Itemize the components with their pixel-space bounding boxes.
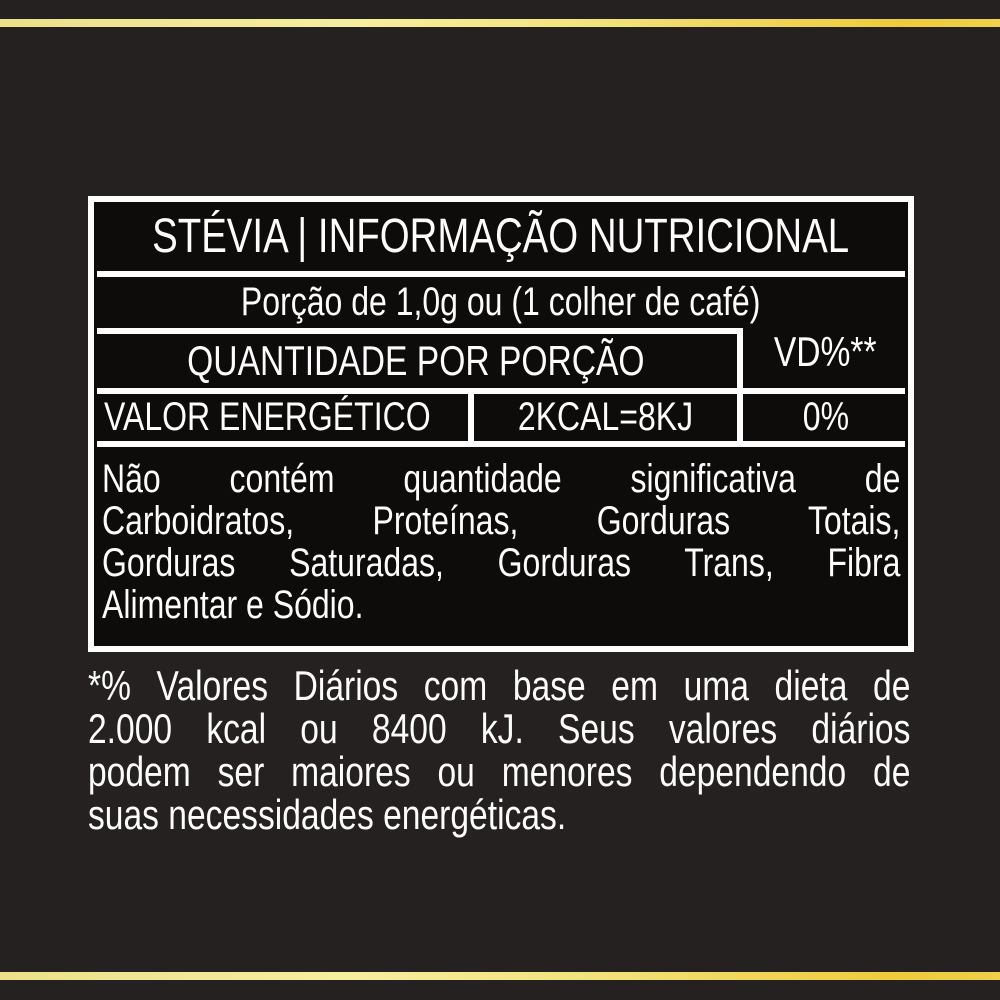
energy-name-cell	[94, 394, 468, 441]
note-line: Carboidratos, Proteínas, Gorduras Totais,	[102, 499, 901, 543]
energy-value-text: 2KCAL=8KJ	[517, 395, 694, 439]
quantity-per-serving-label: QUANTIDADE POR PORÇÃO	[186, 337, 645, 384]
energy-daily-value-text: 0%	[802, 395, 849, 439]
bottom-accent-stripe	[0, 972, 1000, 980]
footnote-line: suas necessidades energéticas.	[88, 791, 567, 838]
nutrition-table	[88, 196, 914, 652]
serving-size-text: Porção de 1,0g ou (1 colher de café)	[241, 280, 761, 324]
daily-values-footnote	[88, 664, 910, 836]
energy-name-text: VALOR ENERGÉTICO	[104, 395, 431, 439]
energy-daily-value-cell	[743, 394, 908, 441]
footnote-line: *% Valores Diários com base em uma dieta de	[88, 662, 911, 709]
note-line: Alimentar e Sódio.	[102, 583, 364, 627]
energy-value-cell	[474, 394, 737, 441]
row-separator	[97, 441, 905, 447]
table-title: STÉVIA | INFORMAÇÃO NUTRICIONAL	[152, 210, 850, 263]
daily-value-label: VD%**	[774, 328, 877, 375]
footnote-line: podem ser maiores ou menores dependendo de	[88, 748, 911, 795]
table-title-row	[94, 202, 908, 271]
serving-size-row	[94, 277, 908, 328]
note-line: Gorduras Saturadas, Gorduras Trans, Fibra	[102, 541, 901, 585]
quantity-per-serving-header	[94, 334, 737, 388]
no-significant-amounts-note	[102, 458, 900, 626]
footnote-line: 2.000 kcal ou 8400 kJ. Seus valores diários	[88, 705, 911, 752]
daily-value-header	[743, 322, 908, 382]
top-accent-stripe	[0, 19, 1000, 27]
note-line: Não contém quantidade significativa de	[102, 457, 901, 501]
